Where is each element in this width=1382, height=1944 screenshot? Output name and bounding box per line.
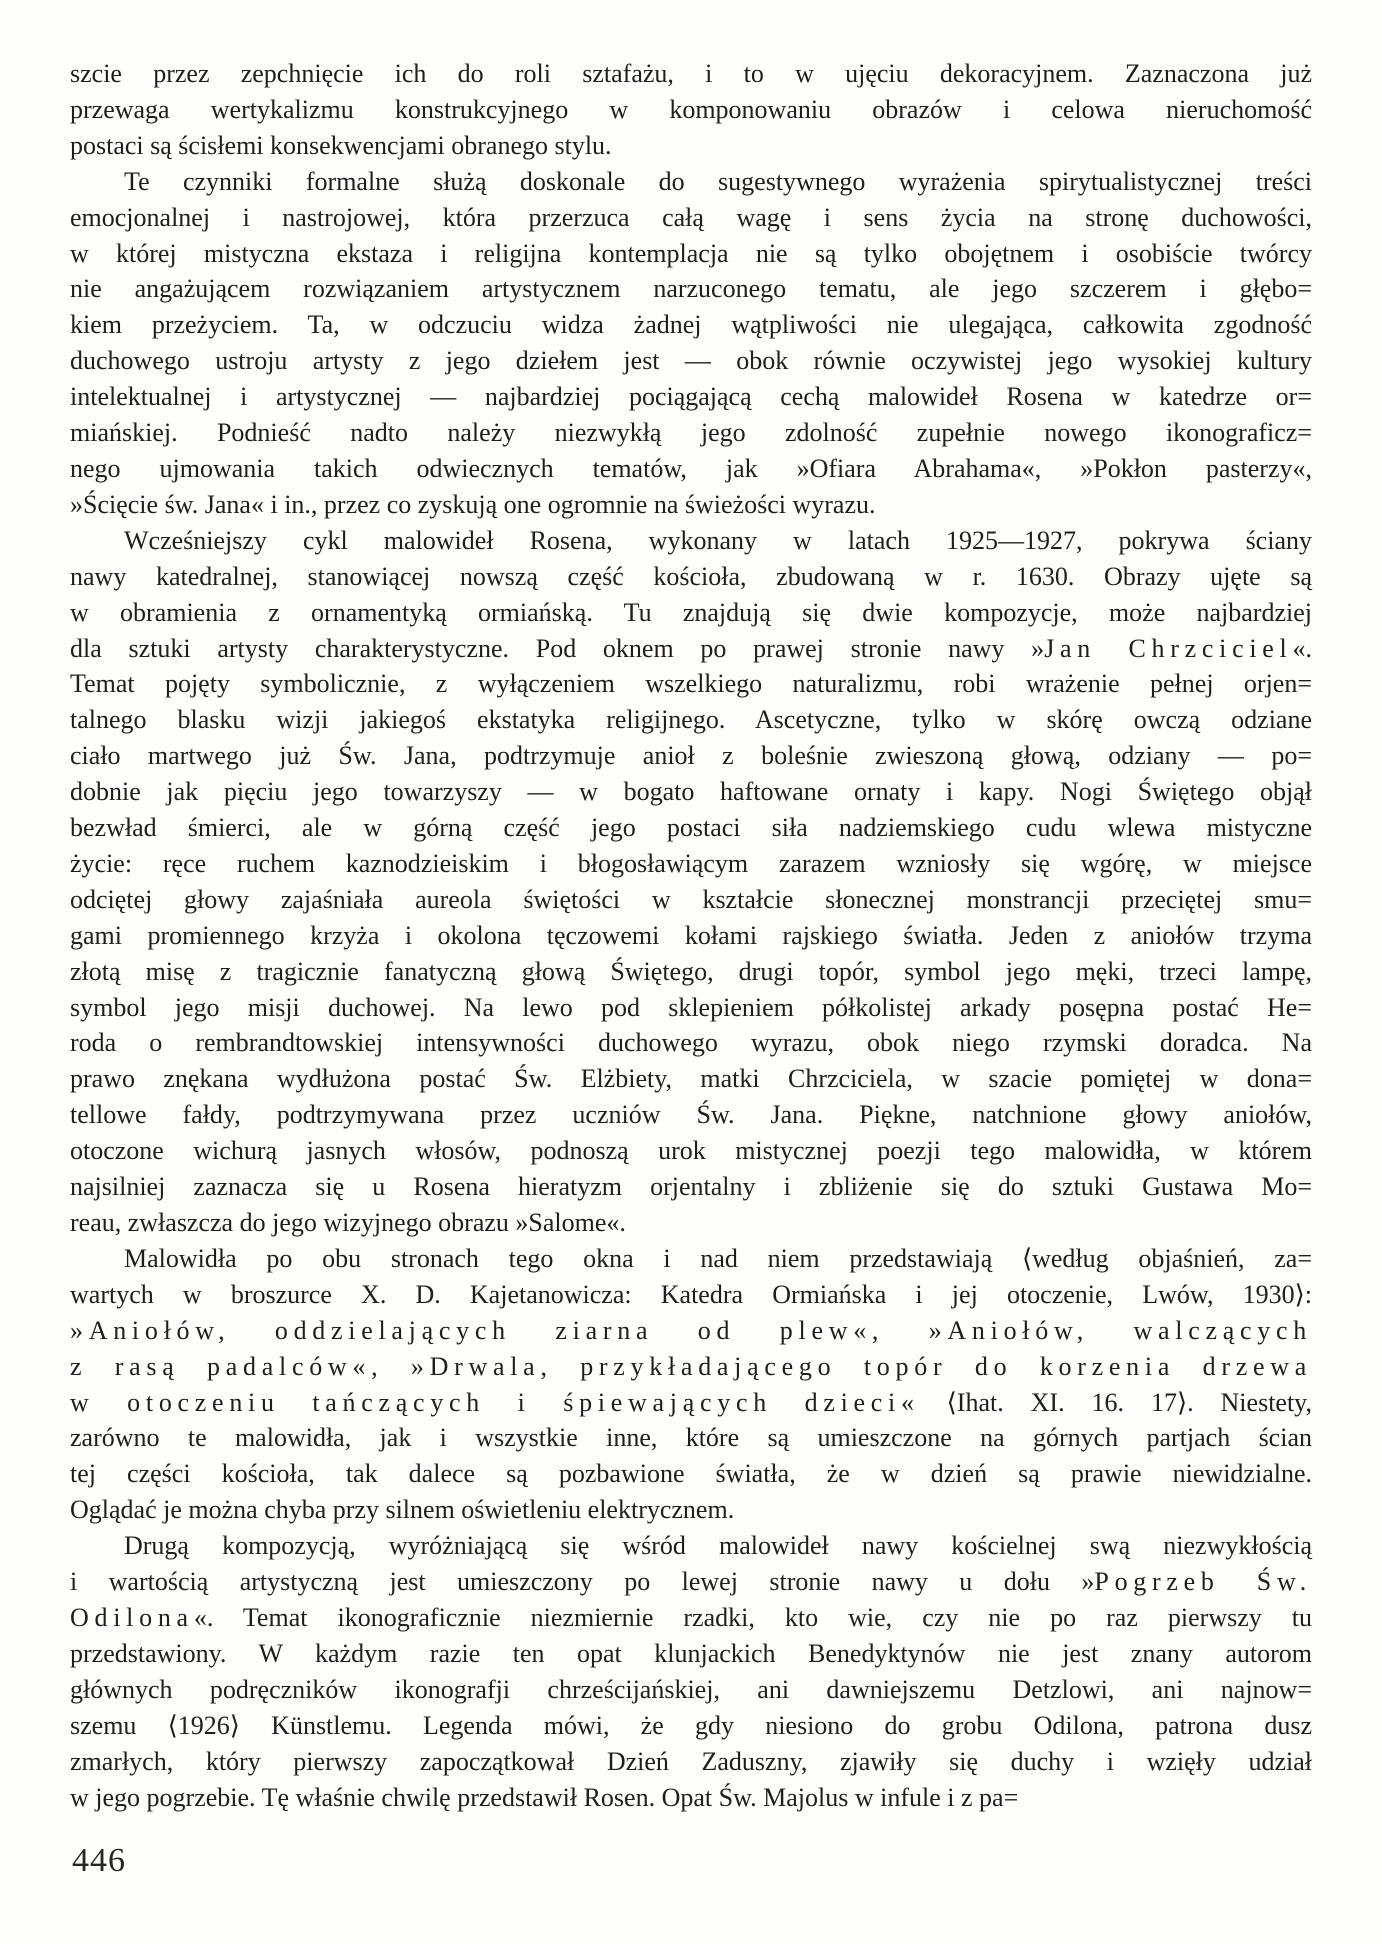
text-run: odciętej głowy zajaśniała aureola świętości w kształcie słonecznej monstrancji przeciętej smu= <box>70 884 1312 914</box>
text-line <box>70 1492 1312 1528</box>
text-line <box>70 1456 1312 1492</box>
text-run: w obramienia z ornamentyką ormiańską. Tu znajdują się dwie kompozycje, może najbardziej <box>70 597 1312 627</box>
text-line <box>70 1672 1312 1708</box>
text-run: szcie przez zepchnięcie ich do roli sztafażu, i to w ujęciu dekoracyjnem. Zaznaczona już <box>70 59 1312 88</box>
text-line <box>70 1744 1312 1780</box>
text-line <box>70 882 1312 918</box>
text-run: »Ścięcie św. Jana« i in., przez co zyskują one ogromnie na świeżości wyrazu. <box>70 489 876 519</box>
text-line <box>70 738 1312 774</box>
text-line <box>70 1385 1312 1421</box>
text-line <box>70 990 1312 1026</box>
page-number: 446 <box>72 1842 126 1879</box>
text-run: Oglądać je można chyba przy silnem oświetleniu elektrycznem. <box>70 1495 735 1525</box>
text-run: roda o rembrandtowskiej intensywności duchowego wyrazu, obok niego rzymski doradca. Na <box>70 1028 1312 1058</box>
text-line <box>70 56 1312 92</box>
text-run: szemu ⟨1926⟩ Künstlemu. Legenda mówi, że gdy niesiono do grobu Odilona, patrona dusz <box>70 1710 1312 1740</box>
text-run: przewaga wertykalizmu konstrukcyjnego w komponowaniu obrazów i celowa nieruchomość <box>70 94 1312 124</box>
text-line <box>70 954 1312 990</box>
text-line <box>70 1169 1312 1205</box>
text-line <box>70 1420 1312 1456</box>
text-run: postaci są ścisłemi konsekwencjami obranego stylu. <box>70 130 612 160</box>
emphasized-text-run: z rasą padalców«, »Drwala, przykładającego topór do korzenia drzewa <box>70 1351 1312 1381</box>
text-line <box>70 236 1312 272</box>
text-line <box>70 559 1312 595</box>
text-line <box>70 379 1312 415</box>
text-run: ciało martwego już Św. Jana, podtrzymuje anioł z boleśnie zwieszoną głową, odziany — po= <box>70 741 1312 771</box>
text-run: gami promiennego krzyża i okolona tęczowemi kołami rajskiego światła. Jeden z aniołów trzyma <box>70 920 1312 950</box>
text-line <box>70 918 1312 954</box>
text-run: w jego pogrzebie. Tę właśnie chwilę przedstawił Rosen. Opat Św. Majolus w infule i z pa= <box>70 1782 1019 1812</box>
text-line <box>70 1205 1312 1241</box>
text-line <box>70 595 1312 631</box>
text-run: zmarłych, który pierwszy zapoczątkował Dzień Zaduszny, zjawiły się duchy i wzięły udział <box>70 1746 1312 1776</box>
text-line <box>70 1313 1312 1349</box>
text-line <box>70 702 1312 738</box>
text-line <box>70 523 1312 559</box>
text-run: Drugą kompozycją, wyróżniającą się wśród malowideł nawy kościelnej swą niezwykłością <box>124 1531 1312 1561</box>
text-run: Malowidła po obu stronach tego okna i nad niem przedstawiają ⟨według objaśnień, za= <box>124 1243 1312 1273</box>
text-line <box>70 1349 1312 1385</box>
text-run: najsilniej zaznacza się u Rosena hieratyzm orjentalny i zbliżenie się do sztuki Gustawa Mo= <box>70 1172 1312 1202</box>
text-line <box>70 92 1312 128</box>
text-run: otoczone wichurą jasnych włosów, podnoszą urok mistycznej poezji tego malowidła, w którem <box>70 1136 1312 1166</box>
text-run: nie angażującem rozwiązaniem artystycznem narzuconego tematu, ale jego szczerem i głębo= <box>70 274 1312 304</box>
text-line <box>70 164 1312 200</box>
text-line <box>70 1564 1312 1600</box>
text-run: Temat pojęty symbolicznie, z wyłączeniem wszelkiego naturalizmu, robi wrażenie pełnej orjen= <box>70 669 1312 699</box>
text-run: tellowe fałdy, podtrzymywana przez uczniów Św. Jana. Piękne, natchnione głowy aniołów, <box>70 1100 1312 1130</box>
text-line <box>70 1708 1312 1744</box>
text-line <box>70 128 1312 164</box>
text-run: złotą misę z tragicznie fanatyczną głową Świętego, drugi topór, symbol jego męki, trzeci lampę, <box>70 956 1312 986</box>
text-run: «. Temat ikonograficznie niezmiernie rzadki, kto wie, czy nie po raz pierwszy tu <box>193 1602 1312 1632</box>
text-line <box>70 307 1312 343</box>
text-run: prawo znękana wydłużona postać Św. Elżbiety, matki Chrzciciela, w szacie pomiętej w dona= <box>70 1064 1312 1094</box>
text-run: w której mistyczna ekstaza i religijna kontemplacja nie są tylko obojętnem i osobiście twórcy <box>70 238 1312 268</box>
text-line <box>70 1528 1312 1564</box>
text-run: nego ujmowania takich odwiecznych tematów, jak »Ofiara Abrahama«, »Pokłon pasterzy«, <box>70 453 1312 483</box>
text-line <box>70 1097 1312 1133</box>
text-line <box>70 1133 1312 1169</box>
text-run: dobnie jak pięciu jego towarzyszy — w bogato haftowane ornaty i kapy. Nogi Świętego objął <box>70 777 1312 807</box>
text-run: Wcześniejszy cykl malowideł Rosena, wykonany w latach 1925—1927, pokrywa ściany <box>124 525 1312 555</box>
text-line <box>70 271 1312 307</box>
text-run: życie: ręce ruchem kaznodzieiskim i błogosławiącym zarazem wzniosły się wgórę, w miejsce <box>70 848 1312 878</box>
text-run: wartych w broszurce X. D. Kajetanowicza: Katedra Ormiańska i jej otoczenie, Lwów, 1930⟩: <box>70 1279 1312 1309</box>
text-run: symbol jego misji duchowej. Na lewo pod sklepieniem półkolistej arkady posępna postać He= <box>70 992 1312 1022</box>
text-run: przedstawiony. W każdym razie ten opat klunjackich Benedyktynów nie jest znany autorom <box>70 1638 1312 1668</box>
text-line <box>70 1241 1312 1277</box>
text-line <box>70 200 1312 236</box>
text-run: kiem przeżyciem. Ta, w odczuciu widza żadnej wątpliwości nie ulegająca, całkowita zgodność <box>70 310 1312 340</box>
text-line <box>70 343 1312 379</box>
text-run: zarówno te malowidła, jak i wszystkie inne, które są umieszczone na górnych partjach ścian <box>70 1423 1312 1453</box>
text-run: ⟨Ihat. XI. 16. 17⟩. Niestety, <box>919 1387 1312 1417</box>
text-line <box>70 810 1312 846</box>
text-run: reau, zwłaszcza do jego wizyjnego obrazu »Salome«. <box>70 1208 626 1237</box>
emphasized-text-run: Odilona <box>70 1602 194 1632</box>
text-run: bezwład śmierci, ale w górną część jego postaci siła nadziemskiego cudu wlewa mistyczne <box>70 813 1312 843</box>
text-run: głównych podręczników ikonografji chrześcijańskiej, ani dawniejszemu Detzlowi, ani najnow= <box>70 1674 1312 1704</box>
text-run: dla sztuki artysty charakterystyczne. Pod oknem po prawej stronie nawy » <box>70 633 1045 663</box>
text-run: nawy katedralnej, stanowiącej nowszą część kościoła, zbudowaną w r. 1630. Obrazy ujęte są <box>70 561 1312 591</box>
text-line <box>70 846 1312 882</box>
text-line <box>70 774 1312 810</box>
text-line <box>70 1600 1312 1636</box>
text-run: Te czynniki formalne służą doskonale do sugestywnego wyrażenia spirytualistycznej treści <box>124 166 1312 196</box>
emphasized-text-run: Jan Chrzciciel <box>1044 633 1293 663</box>
text-run: duchowego ustroju artysty z jego dziełem jest — obok równie oczywistej jego wysokiej kultury <box>70 346 1312 376</box>
text-run: emocjonalnej i nastrojowej, która przerzuca całą wagę i sens życia na stronę duchowości, <box>70 202 1312 232</box>
emphasized-text-run: »Aniołów, oddzielających ziarna od plew«, »Aniołów, walczących <box>70 1315 1312 1345</box>
text-line <box>70 415 1312 451</box>
text-run: intelektualnej i artystycznej — najbardziej pociągającą cechą malowideł Rosena w katedrze or= <box>70 382 1312 412</box>
text-run: «. <box>1292 633 1312 663</box>
text-run: tej części kościoła, tak dalece są pozbawione światła, że w dzień są prawie niewidzialne. <box>70 1459 1312 1489</box>
text-run: miańskiej. Podnieść nadto należy niezwykłą jego zdolność zupełnie nowego ikonograficz= <box>70 418 1312 448</box>
text-line <box>70 1636 1312 1672</box>
text-block <box>70 56 1312 1815</box>
emphasized-text-run: Pogrzeb Św. <box>1094 1567 1313 1597</box>
text-line <box>70 666 1312 702</box>
text-line <box>70 1277 1312 1313</box>
text-run: i wartością artystyczną jest umieszczony po lewej stronie nawy u dołu » <box>70 1567 1095 1597</box>
emphasized-text-run: w otoczeniu tańczących i śpiewających dzieci« <box>70 1387 920 1417</box>
text-line <box>70 1780 1312 1816</box>
text-line <box>70 1025 1312 1061</box>
text-line <box>70 451 1312 487</box>
text-line <box>70 487 1312 523</box>
text-line <box>70 1061 1312 1097</box>
text-run: talnego blasku wizji jakiegoś ekstatyka religijnego. Ascetyczne, tylko w skórę owczą odziane <box>70 705 1312 735</box>
text-line <box>70 631 1312 667</box>
